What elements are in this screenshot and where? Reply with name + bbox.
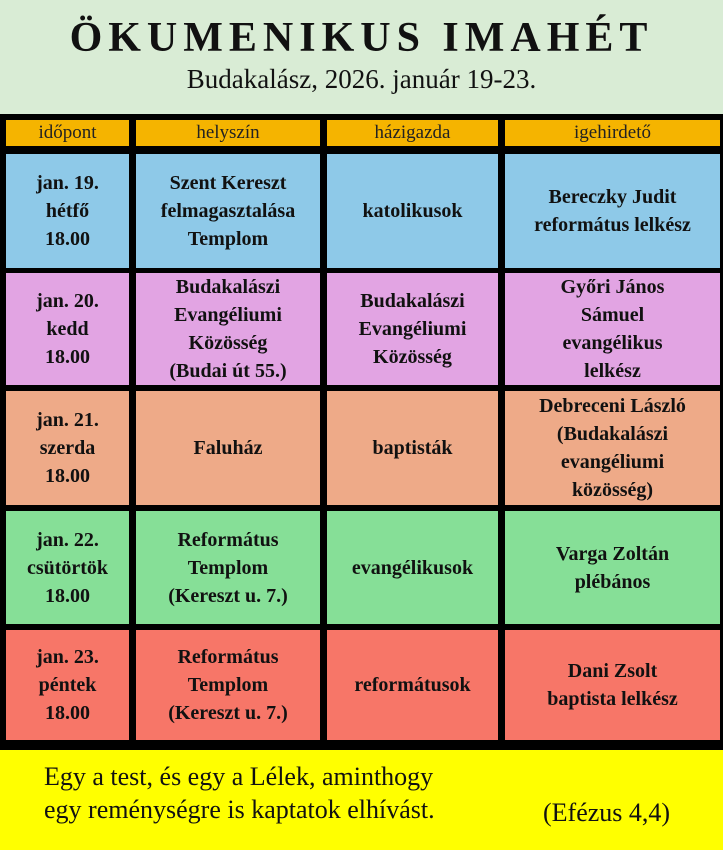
preacher-text: Debreceni László (539, 395, 686, 417)
place-text: Közösség (188, 332, 268, 354)
cell-host-row5 (327, 630, 498, 740)
place-text: Faluház (193, 437, 263, 459)
preacher-text: Sámuel (580, 304, 645, 326)
host-text: evangélikusok (351, 556, 474, 579)
weekday-text: péntek (38, 674, 97, 696)
time-text: 18.00 (44, 465, 90, 487)
host-text: reformátusok (354, 674, 471, 696)
time-text: 18.00 (44, 228, 90, 250)
cell-preacher-row4 (505, 511, 720, 624)
footer-verse-box (0, 750, 723, 850)
cell-place-row5 (136, 630, 320, 740)
preacher-text: plébános (574, 570, 651, 593)
weekday-text: hétfő (45, 200, 90, 222)
cell-preacher-row3 (505, 391, 720, 505)
host-text: baptisták (372, 437, 453, 459)
page-subtitle: Budakalász, 2026. január 19-23. (186, 64, 537, 94)
host-text: Közösség (373, 346, 452, 368)
cell-host-row1 (327, 154, 498, 268)
cell-date-row2 (6, 273, 129, 385)
place-text: (Budai út 55.) (169, 360, 287, 382)
column-header-place: helyszín (136, 120, 320, 146)
preacher-text: Bereczky Judit (548, 186, 677, 208)
host-text: Budakalászi (360, 290, 465, 312)
place-text: Szent Kereszt (169, 172, 287, 194)
column-header-preacher: igehirdető (505, 120, 720, 146)
preacher-text: Varga Zoltán (555, 542, 670, 565)
place-text: (Kereszt u. 7.) (168, 702, 288, 724)
preacher-text: Győri János (560, 276, 665, 298)
cell-date-row3 (6, 391, 129, 505)
preacher-text: Dani Zsolt (567, 660, 658, 682)
preacher-text: református lelkész (534, 214, 691, 236)
place-text: Református (177, 528, 279, 551)
verse-line: egy reménységre is kaptatok elhívást. (44, 795, 435, 824)
place-text: Evangéliumi (174, 304, 282, 326)
time-text: 18.00 (44, 584, 90, 607)
cell-host-row4 (327, 511, 498, 624)
date-text: jan. 22. (36, 528, 99, 551)
preacher-text: (Budakalászi (556, 423, 669, 445)
date-text: jan. 21. (36, 409, 99, 431)
cell-date-row1 (6, 154, 129, 268)
place-text: Templom (187, 674, 269, 696)
weekday-text: szerda (39, 437, 96, 459)
place-text: Budakalászi (175, 276, 281, 298)
place-text: Református (177, 646, 279, 668)
cell-host-row3 (327, 391, 498, 505)
cell-place-row1 (136, 154, 320, 268)
cell-preacher-row1 (505, 154, 720, 268)
cell-date-row4 (6, 511, 129, 624)
cell-place-row3 (136, 391, 320, 505)
host-text: katolikusok (362, 200, 463, 222)
cell-date-row5 (6, 630, 129, 740)
cell-preacher-row2 (505, 273, 720, 385)
date-text: jan. 23. (36, 646, 99, 668)
column-header-host: házigazda (327, 120, 498, 146)
weekday-text: csütörtök (26, 556, 109, 579)
verse-line: Egy a test, és egy a Lélek, aminthogy (44, 762, 434, 791)
preacher-text: evangélikus (562, 332, 663, 354)
host-text: Evangéliumi (358, 318, 467, 340)
date-text: jan. 19. (36, 172, 99, 194)
place-text: Templom (187, 556, 269, 579)
place-text: (Kereszt u. 7.) (168, 584, 288, 607)
preacher-text: közösség) (571, 479, 654, 501)
time-text: 18.00 (44, 702, 90, 724)
preacher-text: lelkész (584, 360, 641, 382)
weekday-text: kedd (46, 318, 89, 340)
date-text: jan. 20. (36, 290, 99, 312)
cell-host-row2 (327, 273, 498, 385)
column-header-time: időpont (6, 120, 129, 146)
cell-place-row4 (136, 511, 320, 624)
time-text: 18.00 (44, 346, 90, 368)
verse-reference: (Efézus 4,4) (543, 798, 671, 827)
header (0, 0, 723, 114)
cell-preacher-row5 (505, 630, 720, 740)
bible-verse (44, 760, 435, 826)
cell-place-row2 (136, 273, 320, 385)
place-text: felmagasztalása (160, 200, 296, 222)
place-text: Templom (187, 228, 269, 250)
preacher-text: baptista lelkész (547, 688, 678, 710)
page-title: ÖKUMENIKUS IMAHÉT (69, 15, 654, 61)
preacher-text: evangéliumi (560, 451, 665, 473)
